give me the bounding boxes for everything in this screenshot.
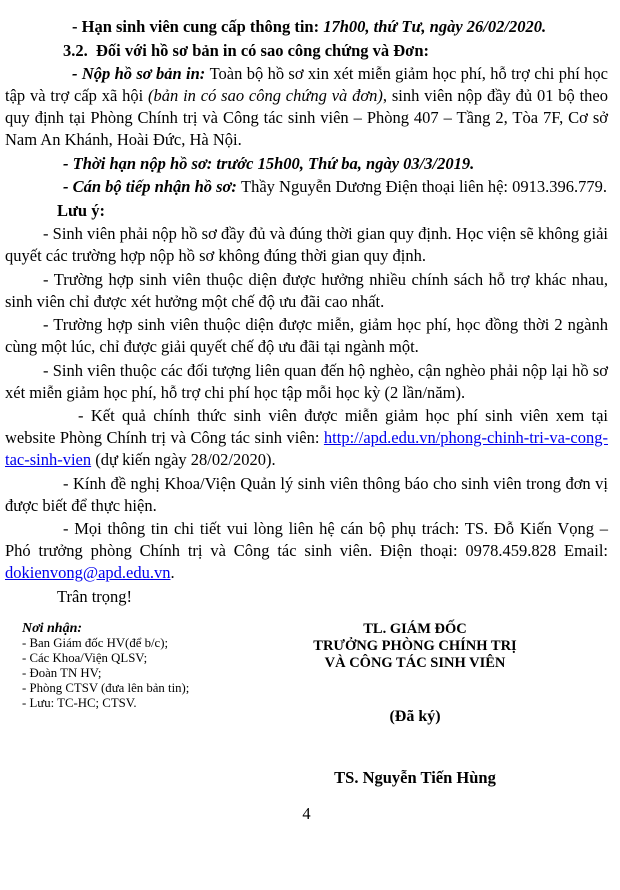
paragraph-contact	[5, 518, 608, 584]
deadline-info-value: 17h00, thứ Tư, ngày 26/02/2020.	[323, 17, 547, 36]
signature-title-line2: VÀ CÔNG TÁC SINH VIÊN	[324, 654, 506, 671]
receiver-label: - Cán bộ tiếp nhận hồ sơ:	[63, 177, 242, 196]
results-text1: - Kết quả chính thức sinh viên được miễn giảm học phí sinh viên xem tại website Phòng Chính trị và Công tác sinh viên:	[5, 406, 608, 447]
recipient-item: - Các Khoa/Viện QLSV;	[22, 650, 148, 665]
contact-email-link[interactable]: dokienvong@apd.edu.vn	[5, 563, 171, 582]
submit-print-text1: Toàn bộ hồ sơ xin xét miễn giảm học phí, hỗ trợ chi phí học tập và trợ cấp xã hội	[5, 64, 608, 105]
contact-text2: .	[170, 563, 175, 582]
paragraph-request: - Kính đề nghị Khoa/Viện Quản lý sinh viên thông báo cho sinh viên trong đơn vị được biết để thực hiện.	[5, 473, 608, 515]
note-item: - Sinh viên thuộc các đối tượng liên quan đến hộ nghèo, cận nghèo phải nộp lại hồ sơ xét miễn giảm học phí, hỗ trợ chi phí học tập mỗi học kỳ (2 lần/năm).	[5, 360, 608, 402]
signature-block	[250, 621, 580, 788]
closing-salutation: Trân trọng!	[57, 586, 133, 606]
recipient-item: - Phòng CTSV (đưa lên bản tin);	[22, 680, 190, 695]
paragraph-submit-deadline: - Thời hạn nộp hồ sơ: trước 15h00, Thứ ba, ngày 03/3/2019.	[63, 153, 475, 173]
recipient-item: - Đoàn TN HV;	[22, 665, 102, 680]
submit-print-text2: , sinh viên nộp đầy đủ 01 bộ theo quy định tại Phòng Chính trị và Công tác sinh viên – Phòng 407 – Tầng 2, Tòa 7F, Cơ sở Nam An Khánh, Hoài Đức, Hà Nội.	[5, 86, 608, 149]
submit-print-italic-note: (bản in có sao công chứng và đơn)	[148, 86, 383, 105]
page-number: 4	[302, 803, 311, 823]
note-item: - Sinh viên phải nộp hồ sơ đầy đủ và đúng thời gian quy định. Học viện sẽ không giải quyết các trường hợp nộp hồ sơ không đúng thời gian quy định.	[5, 224, 608, 265]
section-heading-3-2	[5, 40, 608, 62]
submit-print-label: - Nộp hồ sơ bản in:	[72, 64, 210, 83]
signer-name: TS. Nguyễn Tiến Hùng	[334, 767, 496, 787]
paragraph-results	[5, 405, 608, 471]
results-text2: (dự kiến ngày 28/02/2020).	[91, 450, 276, 469]
recipient-item: - Ban Giám đốc HV(để b/c);	[22, 635, 169, 650]
recipient-item: - Lưu: TC-HC; CTSV.	[22, 695, 137, 710]
recipients-block	[5, 621, 250, 788]
paragraph-submit-print	[5, 63, 608, 151]
signed-annotation: (Đã ký)	[389, 707, 441, 725]
section-number: 3.2.	[63, 40, 88, 60]
notes-heading: Lưu ý:	[57, 200, 105, 220]
section-title: Đối với hồ sơ bản in có sao công chứng và Đơn:	[96, 40, 429, 60]
contact-text1: - Mọi thông tin chi tiết vui lòng liên hệ cán bộ phụ trách: TS. Đỗ Kiến Vọng – Phó trưởng phòng Chính trị và Công tác sinh viên. Điện thoại: 0978.459.828 Email:	[5, 519, 608, 560]
note-item: - Trường hợp sinh viên thuộc diện được miễn, giảm học phí, học đồng thời 2 ngành cùng một lúc, chỉ được giải quyết chế độ ưu đãi tại ngành một.	[5, 315, 608, 356]
note-item: - Trường hợp sinh viên thuộc diện được hưởng nhiều chính sách hỗ trợ khác nhau, sinh viên chỉ được xét hưởng một chế độ ưu đãi cao nhất.	[5, 269, 608, 311]
paragraph-receiver	[5, 176, 608, 198]
signature-title-line1: TRƯỞNG PHÒNG CHÍNH TRỊ	[313, 637, 517, 654]
deadline-info-label: - Hạn sinh viên cung cấp thông tin:	[72, 17, 324, 36]
document-footer	[5, 621, 608, 788]
results-website-link[interactable]: http://apd.edu.vn/phong-chinh-tri-va-cong-tac-sinh-vien	[5, 428, 608, 469]
receiver-text: Thầy Nguyễn Dương Điện thoại liên hệ: 0913.396.779.	[241, 177, 607, 196]
recipients-heading: Nơi nhận:	[22, 620, 83, 636]
paragraph-deadline-info	[5, 16, 608, 38]
signature-authority: TL. GIÁM ĐỐC	[363, 620, 467, 637]
